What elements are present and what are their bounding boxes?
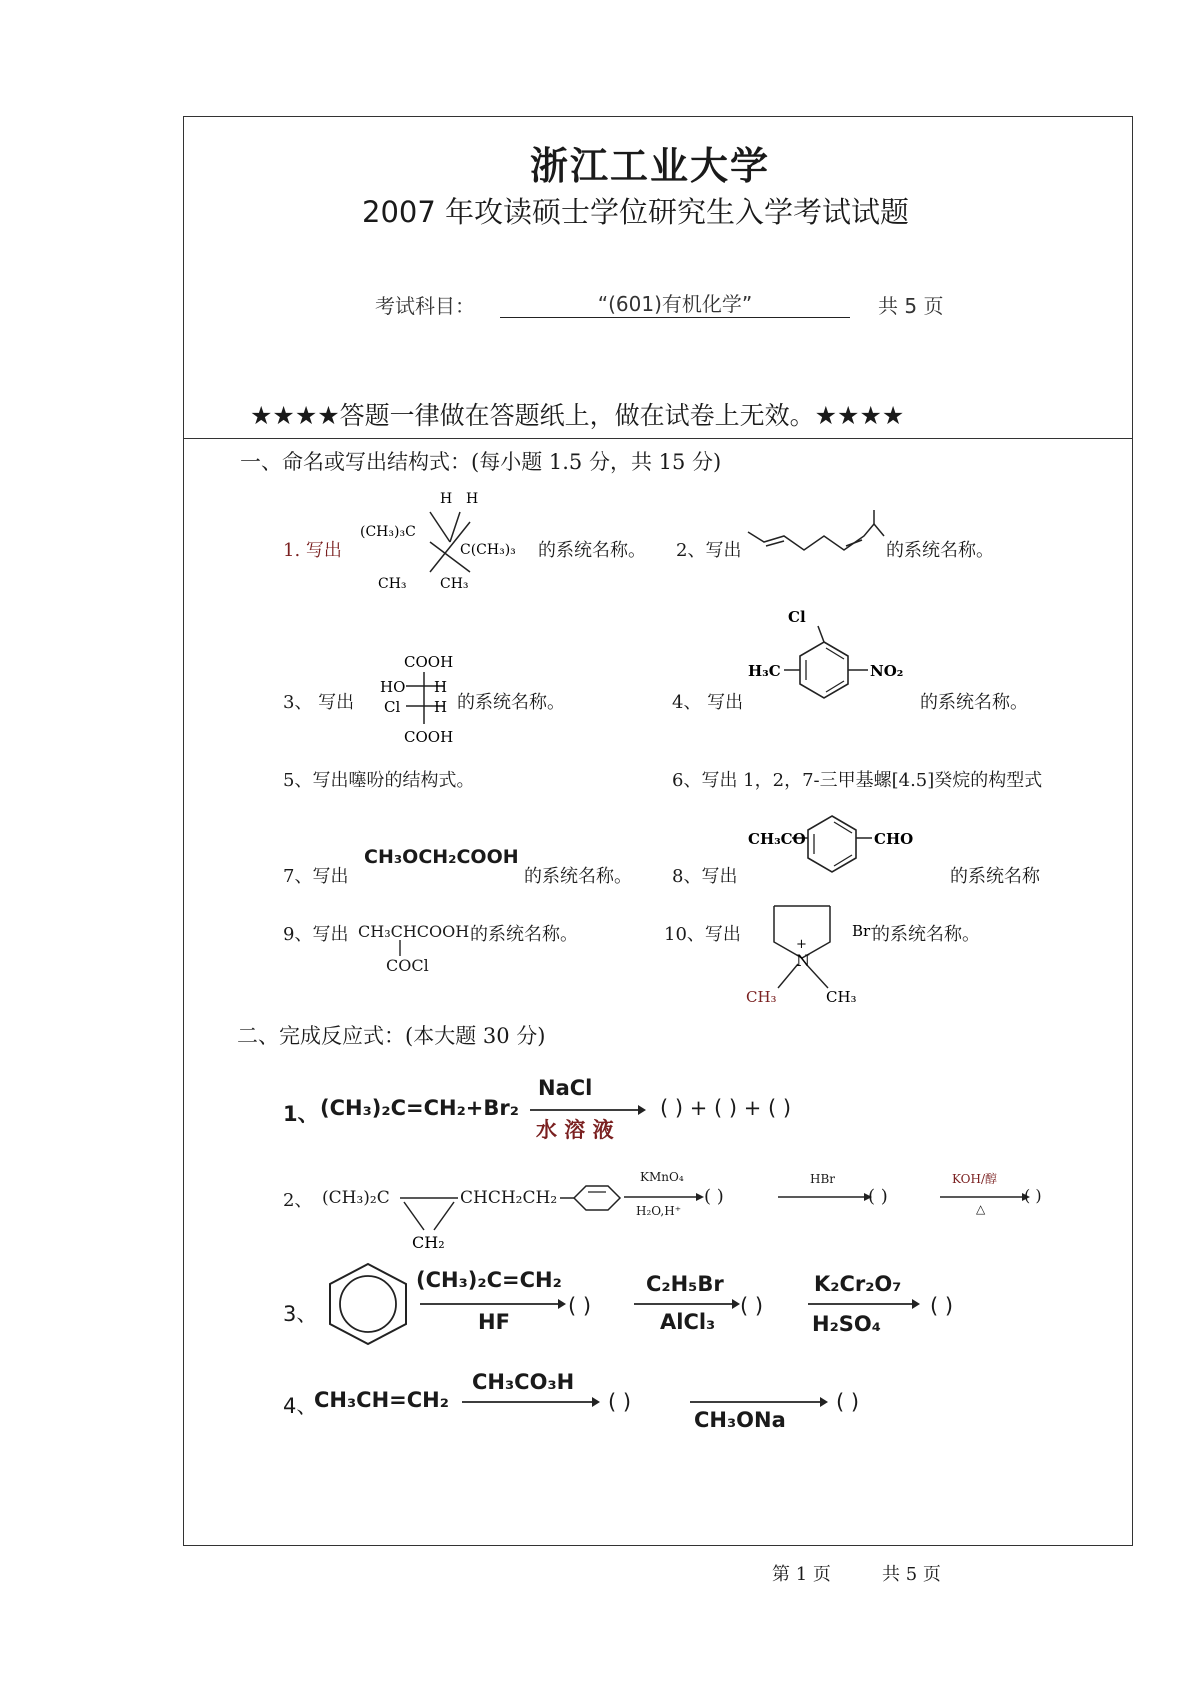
- q1-prefix: 1. 写出: [283, 540, 342, 561]
- subject-field: [500, 288, 850, 318]
- r3-product-3: ( ): [930, 1294, 954, 1318]
- r4-reagent2-below: CH₃ONa: [694, 1408, 786, 1432]
- r4-reactant: CH₃CH=CH₂: [314, 1388, 449, 1412]
- r2-reagent2-above: HBr: [810, 1172, 836, 1186]
- r1-reagent-below: 水 溶 液: [536, 1118, 614, 1142]
- r3-reagent1-below: HF: [478, 1310, 510, 1334]
- r2-reagent3-above: KOH/醇: [952, 1172, 997, 1186]
- q2-skeletal-structure: [748, 510, 888, 560]
- r4-product-2: ( ): [836, 1390, 860, 1414]
- section2-heading: 二、完成反应式：(本大题 30 分): [237, 1024, 546, 1048]
- r1-number: 1、: [283, 1102, 319, 1126]
- r3-benzene-icon: [326, 1262, 416, 1346]
- subject-value: “(601)有机化学”: [500, 288, 850, 318]
- r3-reagent2-above: C₂H₅Br: [646, 1272, 724, 1296]
- r2-reagent1-below: H₂O,H⁺: [636, 1204, 682, 1218]
- r3-reagent3-above: K₂Cr₂O₇: [814, 1272, 902, 1296]
- q9-suffix: 的系统名称。: [470, 924, 578, 945]
- r3-product-1: ( ): [568, 1294, 592, 1318]
- q1-structure: [360, 492, 540, 592]
- q8-acetyl: CH₃CO: [748, 830, 806, 848]
- q2-suffix: 的系统名称。: [886, 540, 994, 561]
- q8-aldehyde: CHO: [874, 830, 914, 848]
- q9-formula-main: CH₃CHCOOH: [358, 922, 470, 941]
- footer-total-pages: 共 5 页: [882, 1564, 941, 1585]
- q3-fischer-projection: [362, 652, 472, 748]
- q4-cl: Cl: [788, 608, 806, 626]
- subject-label: 考试科目：: [375, 294, 475, 318]
- q1-left-group: (CH₃)₃C: [360, 524, 416, 540]
- q10-plus: +: [796, 937, 807, 952]
- r2-substrate-left: (CH₃)₂C: [322, 1188, 390, 1208]
- r2-arrow-1: [624, 1192, 704, 1202]
- r3-arrow-3: [808, 1298, 920, 1310]
- q4-suffix: 的系统名称。: [920, 692, 1028, 713]
- q10-methyl-1: CH₃: [746, 988, 777, 1006]
- total-pages: 共 5 页: [878, 294, 944, 318]
- q7-formula: CH₃OCH₂COOH: [364, 846, 519, 868]
- r3-reagent2-below: AlCl₃: [660, 1310, 716, 1334]
- q3-row2-left: Cl: [384, 698, 401, 716]
- q8-prefix: 8、写出: [672, 866, 738, 887]
- r2-product-3: ( ): [1024, 1186, 1042, 1205]
- q3-row1-right: H: [434, 678, 448, 696]
- q4-prefix: 4、 写出: [672, 692, 744, 713]
- r4-arrow-2: [690, 1396, 828, 1408]
- r1-products: ( ) + ( ) + ( ): [660, 1096, 792, 1120]
- q7-prefix: 7、写出: [283, 866, 349, 887]
- q4-benzene-structure: [748, 606, 928, 706]
- r3-product-2: ( ): [740, 1294, 764, 1318]
- q7-suffix: 的系统名称。: [524, 866, 632, 887]
- r3-number: 3、: [283, 1302, 318, 1326]
- r2-arrow-3: [940, 1192, 1030, 1202]
- r4-number: 4、: [283, 1394, 318, 1418]
- q4-nitro: NO₂: [870, 662, 904, 680]
- exam-notice: ★★★★答题一律做在答题纸上，做在试卷上无效。★★★★: [250, 401, 905, 430]
- q9-formula-sub: COCl: [386, 956, 429, 975]
- university-name: 浙江工业大学: [530, 143, 771, 188]
- r3-reagent3-below: H₂SO₄: [812, 1312, 881, 1336]
- r4-reagent1-above: CH₃CO₃H: [472, 1370, 575, 1394]
- q3-row2-right: H: [434, 698, 448, 716]
- q10-pyrrolidinium-structure: [744, 900, 944, 1010]
- q8-suffix: 的系统名称: [950, 866, 1040, 887]
- q1-h2: H: [466, 491, 479, 507]
- q2-prefix: 2、写出: [676, 540, 742, 561]
- q10-prefix: 10、写出: [664, 924, 741, 945]
- q10-suffix: 的系统名称。: [872, 924, 980, 945]
- r2-product-1: ( ): [704, 1186, 724, 1207]
- q8-benzene-structure: [748, 808, 948, 878]
- r2-product-2: ( ): [868, 1186, 888, 1207]
- r3-arrow-1: [420, 1298, 566, 1310]
- r2-reagent3-below: △: [976, 1202, 986, 1216]
- exam-title: 2007 年攻读硕士学位研究生入学考试试题: [362, 195, 910, 229]
- q10-bromide: Br⁻: [852, 922, 879, 940]
- q1-suffix: 的系统名称。: [538, 540, 646, 561]
- q3-suffix: 的系统名称。: [457, 692, 565, 713]
- q1-methyl-2: CH₃: [440, 576, 469, 592]
- r2-reagent1-above: KMnO₄: [640, 1170, 684, 1184]
- r2-number: 2、: [283, 1190, 313, 1211]
- header-divider: [183, 438, 1133, 439]
- r3-arrow-2: [634, 1298, 740, 1310]
- r4-arrow-1: [462, 1396, 600, 1408]
- q9-prefix: 9、写出: [283, 924, 349, 945]
- q10-methyl-2: CH₃: [826, 988, 857, 1006]
- r1-reagent-above: NaCl: [538, 1076, 593, 1100]
- q5-text: 5、写出噻吩的结构式。: [283, 770, 475, 791]
- q9-bond: [398, 940, 402, 956]
- section1-heading: 一、命名或写出结构式：(每小题 1.5 分，共 15 分): [240, 450, 722, 474]
- r3-reagent1-above: (CH₃)₂C=CH₂: [416, 1268, 562, 1292]
- r2-arrow-2: [778, 1192, 872, 1202]
- r4-product-1: ( ): [608, 1390, 632, 1414]
- q6-text: 6、写出 1，2，7-三甲基螺[4.5]癸烷的构型式: [672, 770, 1043, 791]
- q4-methyl: H₃C: [748, 662, 781, 680]
- r1-reactants: (CH₃)₂C=CH₂+Br₂: [320, 1096, 519, 1120]
- q10-nitrogen: N: [796, 951, 810, 970]
- q1-h1: H: [440, 491, 453, 507]
- q3-bottom-group: COOH: [404, 728, 454, 746]
- q1-right-group: C(CH₃)₃: [460, 542, 516, 558]
- r2-bridge-ch2: CH₂: [412, 1233, 445, 1252]
- footer-page-number: 第 1 页: [772, 1564, 831, 1585]
- q1-methyl-1: CH₃: [378, 576, 407, 592]
- q3-top-group: COOH: [404, 653, 454, 671]
- r2-substrate-right: CHCH₂CH₂: [460, 1188, 558, 1208]
- q3-row1-left: HO: [380, 678, 406, 696]
- q3-prefix: 3、 写出: [283, 692, 355, 713]
